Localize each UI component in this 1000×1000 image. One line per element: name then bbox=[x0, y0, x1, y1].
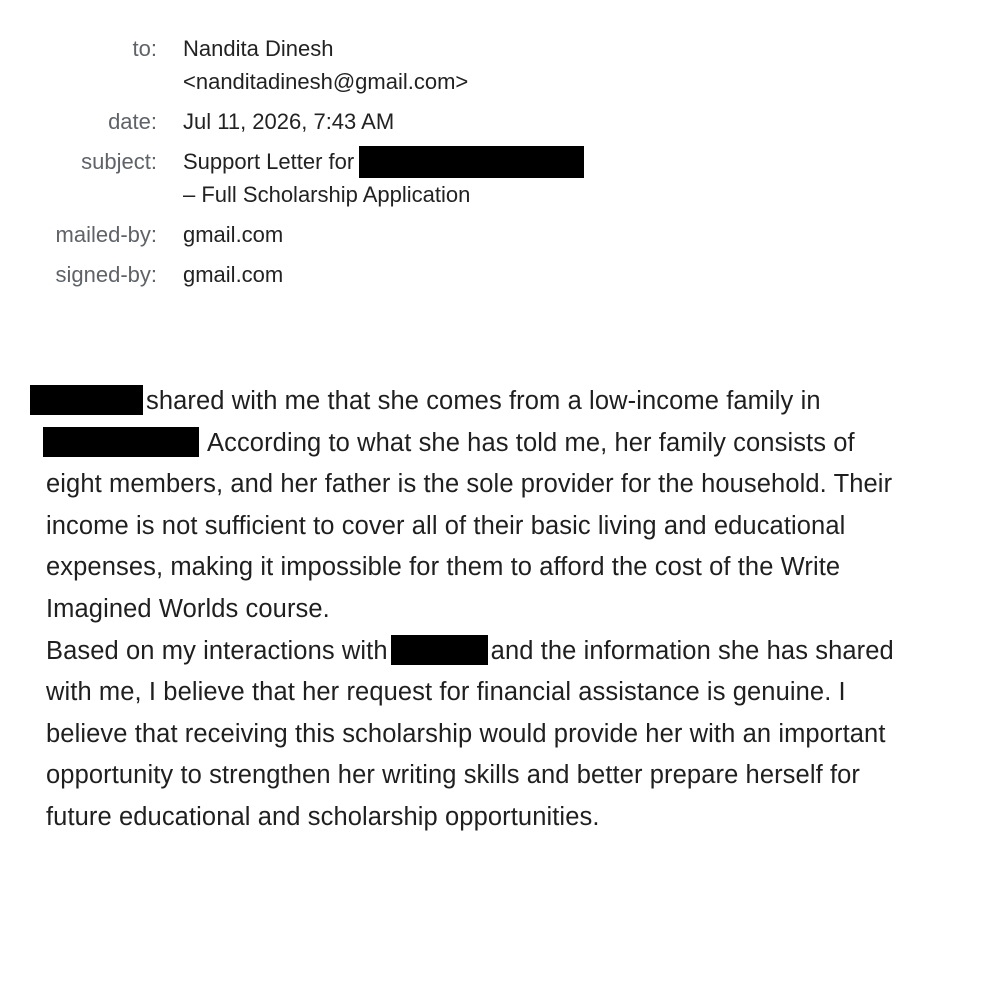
body-line-7 bbox=[46, 631, 976, 673]
recipient-name: Nandita Dinesh bbox=[183, 36, 334, 61]
mailed-by-label: mailed-by: bbox=[55, 222, 157, 247]
body-line-10: opportunity to strengthen her writing skills and better prepare herself for bbox=[46, 761, 861, 790]
name-redaction-block bbox=[30, 385, 143, 415]
subject-line-1 bbox=[183, 145, 584, 178]
email-body bbox=[46, 381, 976, 839]
signed-by-value: gmail.com bbox=[183, 262, 284, 287]
body-text-7a: Based on my interactions with bbox=[46, 636, 388, 665]
date-label: date: bbox=[108, 109, 157, 134]
body-line-2 bbox=[46, 423, 976, 465]
mailed-by-row bbox=[0, 218, 700, 251]
to-label: to: bbox=[132, 36, 157, 61]
subject-redaction-block bbox=[359, 146, 584, 178]
subject-row bbox=[0, 145, 700, 211]
body-line-11: future educational and scholarship opportunities. bbox=[46, 802, 600, 831]
body-line-8: with me, I believe that her request for financial assistance is genuine. I bbox=[46, 678, 846, 707]
subject-label: subject: bbox=[81, 149, 157, 174]
date-row bbox=[0, 105, 700, 138]
body-line-1 bbox=[46, 381, 976, 423]
body-text-1: shared with me that she comes from a low-income family in bbox=[146, 387, 821, 415]
body-line-5: expenses, making it impossible for them to afford the cost of the Write bbox=[46, 553, 841, 582]
name-redaction-block-2 bbox=[391, 635, 488, 665]
body-line-4: income is not sufficient to cover all of their basic living and educational bbox=[46, 511, 846, 540]
subject-prefix: Support Letter for bbox=[183, 149, 355, 174]
signed-by-label: signed-by: bbox=[55, 262, 157, 287]
body-line-9: believe that receiving this scholarship would provide her with an important bbox=[46, 719, 886, 748]
email-header bbox=[0, 32, 700, 298]
signed-by-row bbox=[0, 258, 700, 291]
recipient-email[interactable]: <nanditadinesh@gmail.com> bbox=[183, 69, 469, 94]
subject-line-2: – Full Scholarship Application bbox=[183, 182, 471, 207]
mailed-by-value: gmail.com bbox=[183, 222, 284, 247]
to-row bbox=[0, 32, 700, 98]
date-value: Jul 11, 2026, 7:43 AM bbox=[183, 109, 395, 134]
subject-value bbox=[183, 145, 584, 211]
to-value bbox=[183, 32, 468, 98]
body-line-3: eight members, and her father is the sole provider for the household. Their bbox=[46, 470, 893, 499]
body-text-7b: and the information she has shared bbox=[490, 636, 894, 665]
body-text-2: According to what she has told me, her family consists of bbox=[207, 428, 855, 457]
body-line-6: Imagined Worlds course. bbox=[46, 594, 330, 623]
location-redaction-block bbox=[43, 427, 199, 457]
